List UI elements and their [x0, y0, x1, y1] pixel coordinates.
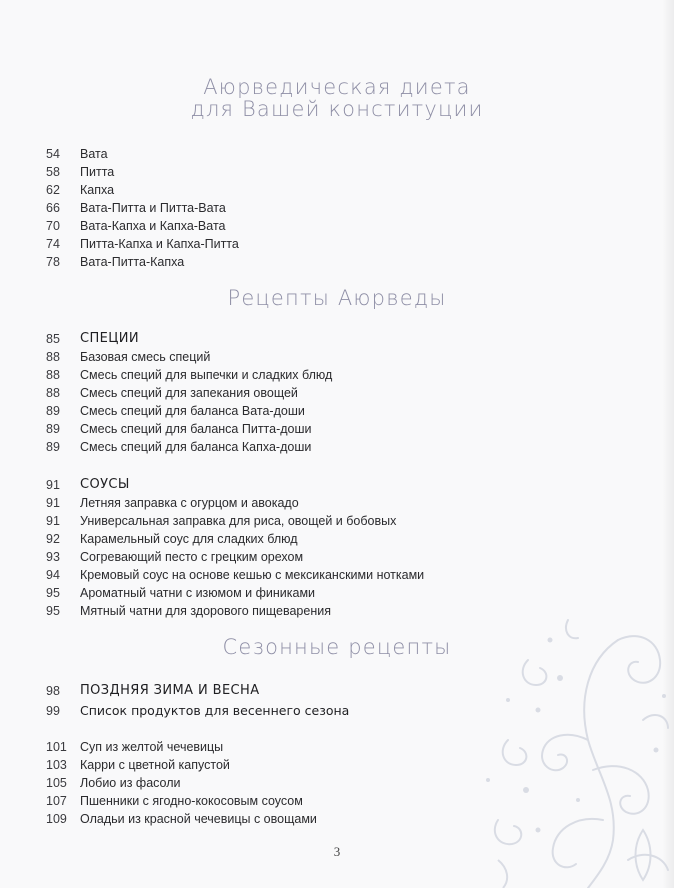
- toc-section-title: СОУСЫ: [80, 477, 130, 492]
- toc-title: Согревающий песто с грецким орехом: [80, 550, 304, 564]
- heading-seasonal-text: Сезонные рецепты: [222, 635, 452, 659]
- toc-title: Смесь специй для баланса Питта-доши: [80, 422, 312, 436]
- toc-title: Оладьи из красной чечевицы с овощами: [80, 812, 317, 826]
- toc-title: Карри с цветной капустой: [80, 758, 230, 772]
- toc-title: Летняя заправка с огурцом и авокадо: [80, 496, 299, 510]
- toc-page-number: 91: [46, 496, 60, 510]
- toc-page-number: 70: [46, 219, 60, 233]
- toc-page-number: 95: [46, 604, 60, 618]
- toc-title: Универсальная заправка для риса, овощей и бобовых: [80, 514, 397, 528]
- toc-title: Кремовый соус на основе кешью с мексиканскими нотками: [80, 568, 425, 582]
- toc-page-number: 95: [46, 586, 60, 600]
- toc-page-number: 89: [46, 404, 60, 418]
- toc-page-number: 62: [46, 183, 60, 197]
- heading-recipes: [0, 287, 674, 309]
- toc-title: Карамельный соус для сладких блюд: [80, 532, 298, 546]
- toc-page-number: 74: [46, 237, 60, 251]
- toc-page-number: 88: [46, 386, 60, 400]
- toc-title: Смесь специй для запекания овощей: [80, 386, 298, 400]
- toc-title: Смесь специй для баланса Вата-доши: [80, 404, 305, 418]
- heading-recipes-text: Рецепты Аюрведы: [227, 286, 447, 310]
- toc-title: Суп из желтой чечевицы: [80, 740, 224, 754]
- toc-title: Ароматный чатни с изюмом и финиками: [80, 586, 316, 600]
- toc-title: Капха: [80, 183, 115, 197]
- toc-page-number: 88: [46, 368, 60, 382]
- toc-title: Вата: [80, 147, 108, 161]
- toc-page-number: 98: [46, 684, 60, 698]
- toc-page-number: 94: [46, 568, 60, 582]
- heading-diet: [0, 76, 674, 120]
- toc-page-number: 105: [46, 776, 67, 790]
- toc-page-number: 99: [46, 704, 60, 718]
- toc-title: Мятный чатни для здорового пищеварения: [80, 604, 331, 618]
- toc-page-number: 93: [46, 550, 60, 564]
- toc-title: Вата-Капха и Капха-Вата: [80, 219, 226, 233]
- heading-diet-line1: Аюрведическая диета: [203, 75, 471, 99]
- toc-page-number: 88: [46, 350, 60, 364]
- toc-page-number: 101: [46, 740, 67, 754]
- toc-page-number: 78: [46, 255, 60, 269]
- toc-page-number: 85: [46, 332, 60, 346]
- toc-title: Смесь специй для выпечки и сладких блюд: [80, 368, 333, 382]
- toc-title: Питта: [80, 165, 115, 179]
- toc-page-number: 54: [46, 147, 60, 161]
- toc-page-number: 103: [46, 758, 67, 772]
- toc-page-number: 109: [46, 812, 67, 826]
- page-number: 3: [333, 844, 341, 859]
- toc-page-number: 66: [46, 201, 60, 215]
- toc-section-title: СПЕЦИИ: [80, 331, 140, 346]
- toc-page-number: 91: [46, 514, 60, 528]
- toc-title: Базовая смесь специй: [80, 350, 211, 364]
- toc-page-number: 92: [46, 532, 60, 546]
- toc-page-number: 58: [46, 165, 60, 179]
- toc-title: Пшенники с ягодно-кокосовым соусом: [80, 794, 303, 808]
- toc-page-number: 89: [46, 422, 60, 436]
- toc-page-number: 107: [46, 794, 67, 808]
- toc-title: Вата-Питта-Капха: [80, 255, 185, 269]
- toc-subsection-title: Список продуктов для весеннего сезона: [80, 703, 350, 718]
- toc-page-number: 91: [46, 478, 60, 492]
- toc-title: Смесь специй для баланса Капха-доши: [80, 440, 312, 454]
- toc-section-title: ПОЗДНЯЯ ЗИМА И ВЕСНА: [80, 683, 260, 698]
- toc-page-number: 89: [46, 440, 60, 454]
- toc-title: Лобио из фасоли: [80, 776, 181, 790]
- toc-title: Питта-Капха и Капха-Питта: [80, 237, 239, 251]
- heading-diet-line2: для Вашей конституции: [190, 97, 484, 122]
- toc-title: Вата-Питта и Питта-Вата: [80, 201, 226, 215]
